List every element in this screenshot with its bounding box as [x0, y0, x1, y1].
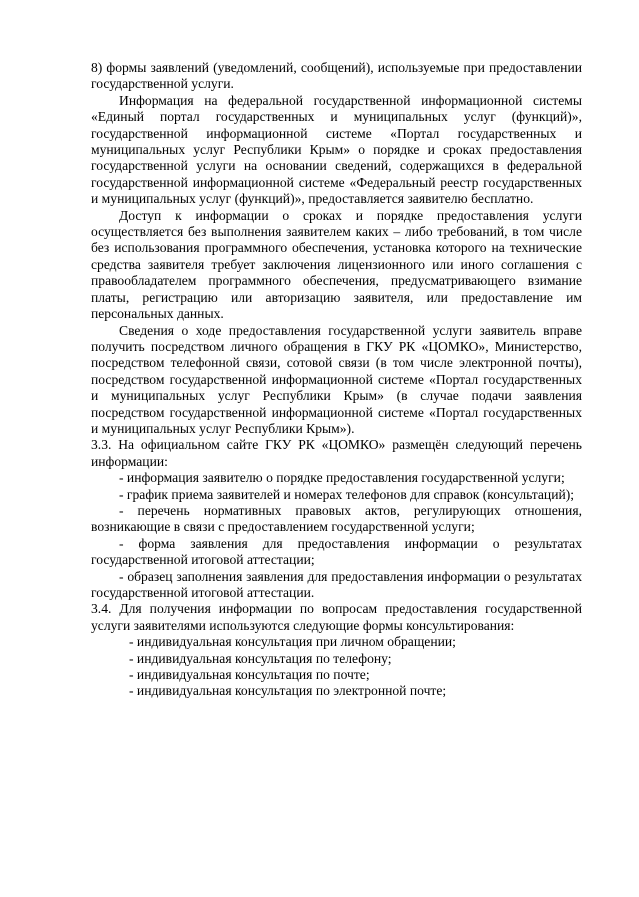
list-item: - информация заявителю о порядке предоставления государственной услуги;	[119, 470, 565, 486]
section-3-4-heading: 3.4. Для получения информации по вопросам предоставления государственной услуги заявителями используются следующие формы консультирования:	[91, 601, 582, 633]
list-item: - индивидуальная консультация по телефону;	[129, 650, 392, 666]
paragraph-item-8: 8) формы заявлений (уведомлений, сообщений), используемые при предоставлении государственной услуги.	[91, 60, 582, 92]
list-item: - форма заявления для предоставления информации о результатах государственной итоговой аттестации;	[91, 535, 582, 568]
paragraph-access-info: Доступ к информации о сроках и порядке предоставления услуги осуществляется без выполнения заявителем каких – либо требований, в том числе без использования программного обеспечения, установка которого на технические средства заявителя требует заключения лицензионного или иного соглашения с правообладателем программного обеспечения, предусматривающего взимание платы, регистрацию или авторизацию заявителя, или предоставление им персональных данных.	[91, 207, 582, 322]
paragraph-progress-info: Сведения о ходе предоставления государственной услуги заявитель вправе получить посредством личного обращения в ГКУ РК «ЦОМКО», Министерство, посредством телефонной связи, сотовой связи (в том числе электронной почты), посредством государственной информационной системе «Портал государственных и муниципальных услуг Республики Крым» (в случае подачи заявления посредством государственной информационной системе «Портал государственных и муниципальных услуг Республики Крым»).	[91, 322, 582, 436]
list-item: - перечень нормативных правовых актов, регулирующих отношения, возникающие в связи с предоставлением государственной услуги;	[91, 502, 582, 535]
paragraph-portal-info: Информация на федеральной государственной информационной системы «Единый портал государственных и муниципальных услуг (функций)», государственной информационной системе «Портал государственных и муниципальных услуг Республики Крым» о порядке и сроках предоставления государственной услуги на основании сведений, содержащихся в федеральной государственной информационной системе «Федеральный реестр государственных и муниципальных услуг (функций)», предоставляется заявителю бесплатно.	[91, 92, 582, 207]
list-item: - индивидуальная консультация по почте;	[129, 667, 370, 683]
list-item: - индивидуальная консультация по электронной почте;	[129, 683, 447, 699]
list-item: - индивидуальная консультация при личном обращении;	[129, 634, 456, 650]
document-body	[91, 60, 582, 700]
list-item: - образец заполнения заявления для предоставления информации о результатах государственной итоговой аттестации.	[91, 568, 582, 600]
section-3-3-heading: 3.3. На официальном сайте ГКУ РК «ЦОМКО» размещён следующий перечень информации:	[91, 437, 582, 469]
list-item: - график приема заявителей и номерах телефонов для справок (консультаций);	[119, 486, 575, 502]
